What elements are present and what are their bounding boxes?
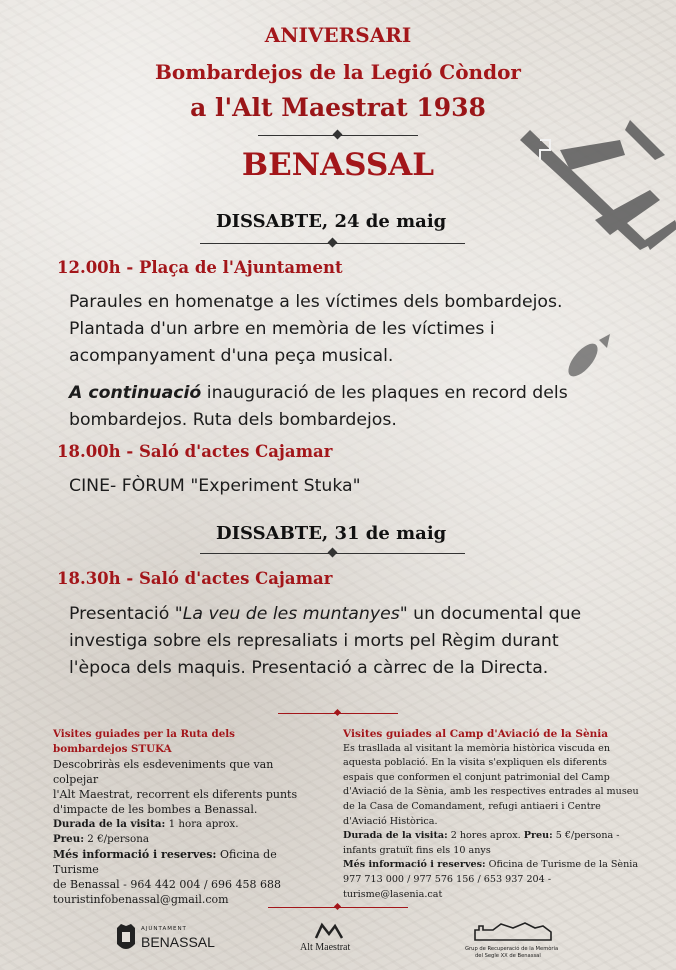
right-col-body6: d'Aviació Històrica.	[343, 815, 438, 827]
event3-line3: l'època dels maquis. Presentació a càrrec de la Directa.	[69, 658, 549, 678]
event1-line2: Plantada d'un arbre en memòria de les víctimes i	[69, 319, 495, 339]
benassal-logo-small: AJUNTAMENT	[141, 926, 187, 932]
plane-illustration	[500, 100, 676, 290]
right-preu-value: 5 €/persona -	[552, 830, 620, 842]
benassal-logo-name: BENASSAL	[141, 934, 215, 950]
left-col-title2: bombardejos STUKA	[53, 743, 172, 755]
alt-maestrat-logo-name: Alt Maestrat	[300, 942, 351, 953]
day1-date: 24 de maig	[334, 211, 447, 232]
left-col-body1: Descobriràs els esdeveniments que van colpejar	[53, 758, 274, 786]
right-col-body1: Es trasllada al visitant la memòria històrica viscuda en	[343, 742, 611, 754]
right-durada-label: Durada de la visita:	[343, 830, 448, 842]
continuation-text: inauguració de les plaques en record dels	[201, 383, 568, 403]
event1-continuation	[69, 380, 629, 407]
town-title: BENASSAL	[241, 147, 435, 183]
left-col-body2: l'Alt Maestrat, recorrent els diferents punts	[53, 788, 298, 801]
event2-text: CINE- FÒRUM "Experiment Stuka"	[69, 476, 361, 496]
left-col-body3: d'impacte de les bombes a Benassal.	[53, 803, 258, 816]
grup-line1: Grup de Recuperació de la Memòria	[465, 946, 559, 952]
castle-outline-icon	[473, 920, 553, 942]
right-col-durada	[343, 829, 653, 844]
right-info-column	[343, 727, 653, 902]
right-info-value: Oficina de Turisme de la Sènia	[485, 859, 639, 871]
day2-ornament	[200, 553, 465, 555]
right-col-body3: espais que conformen el conjunt patrimonial del Camp	[343, 771, 610, 783]
title-maestrat: a l'Alt Maestrat 1938	[190, 93, 486, 122]
left-preu-label: Preu:	[53, 833, 85, 845]
day2-prefix: DISSABTE,	[216, 523, 329, 544]
right-col-info-line2: 977 713 000 / 977 576 156 / 653 937 204 - turisme@lasenia.cat	[343, 873, 552, 900]
header-ornament	[258, 135, 418, 137]
section-divider	[278, 713, 398, 715]
mountain-icon	[314, 922, 344, 940]
left-col-phones: de Benassal - 964 442 004 / 696 458 688	[53, 878, 282, 891]
left-durada-label: Durada de la visita:	[53, 818, 166, 830]
event1-line1: Paraules en homenatge a les víctimes dels bombardejos.	[69, 292, 563, 312]
grup-line2: del Segle XX de Benassal	[475, 953, 541, 959]
right-preu-label: Preu:	[523, 830, 553, 842]
left-col-info	[53, 847, 303, 877]
left-col-title1: Visites guiades per la Ruta dels	[53, 728, 235, 740]
benassal-shield-icon	[115, 922, 137, 954]
day1-heading	[216, 211, 446, 232]
left-info-label: Més informació i reserves:	[53, 848, 217, 861]
left-preu-value: 2 €/persona	[84, 833, 149, 845]
event3-doc-title: "La veu de les muntanyes"	[174, 604, 408, 624]
right-col-body2: aquesta població. En la visita s'expliquen els diferents	[343, 757, 607, 769]
event3-time: 18.30h - Saló d'actes Cajamar	[57, 569, 333, 588]
right-info-label: Més informació i reserves:	[343, 859, 486, 871]
left-info-value: Oficina de Turisme	[53, 848, 277, 876]
event1-continuation-line2: bombardejos. Ruta dels bombardejos.	[69, 410, 397, 430]
left-durada-value: 1 hora aprox.	[165, 818, 239, 830]
event1-line3: acompanyament d'una peça musical.	[69, 346, 394, 366]
right-durada-value: 2 hores aprox.	[447, 830, 524, 842]
event2-time: 18.00h - Saló d'actes Cajamar	[57, 442, 333, 461]
left-col-preu	[53, 832, 303, 847]
day1-prefix: DISSABTE,	[216, 211, 329, 232]
event3-pre: Presentació	[69, 604, 175, 624]
right-col-title: Visites guiades al Camp d'Aviació de la Sènia	[343, 728, 609, 740]
title-bombings: Bombardejos de la Legió Còndor	[155, 60, 521, 84]
event3-line1	[69, 601, 629, 628]
day1-ornament	[200, 243, 465, 245]
continuation-label: A continuació	[69, 383, 202, 403]
right-col-info	[343, 858, 653, 873]
day2-date: 31 de maig	[334, 523, 447, 544]
right-col-preu-line2: infants gratuït fins els 10 anys	[343, 844, 491, 856]
right-col-body4: d'Aviació de la Sènia, amb les respectives entrades al museu	[343, 786, 639, 798]
event3-post: un documental que	[407, 604, 582, 624]
event1-time: 12.00h - Plaça de l'Ajuntament	[57, 258, 343, 277]
day2-heading	[216, 523, 446, 544]
left-col-email[interactable]: touristinfobenassal@gmail.com	[53, 893, 229, 906]
event3-line2: investiga sobre els represaliats i morts pel Règim durant	[69, 631, 559, 651]
left-info-column	[53, 727, 303, 907]
title-anniversary: ANIVERSARI	[264, 23, 412, 47]
left-col-durada	[53, 817, 303, 832]
right-col-body5: de la Casa de Comandament, refugi antiaeri i Centre	[343, 800, 601, 812]
footer-divider	[268, 907, 408, 909]
